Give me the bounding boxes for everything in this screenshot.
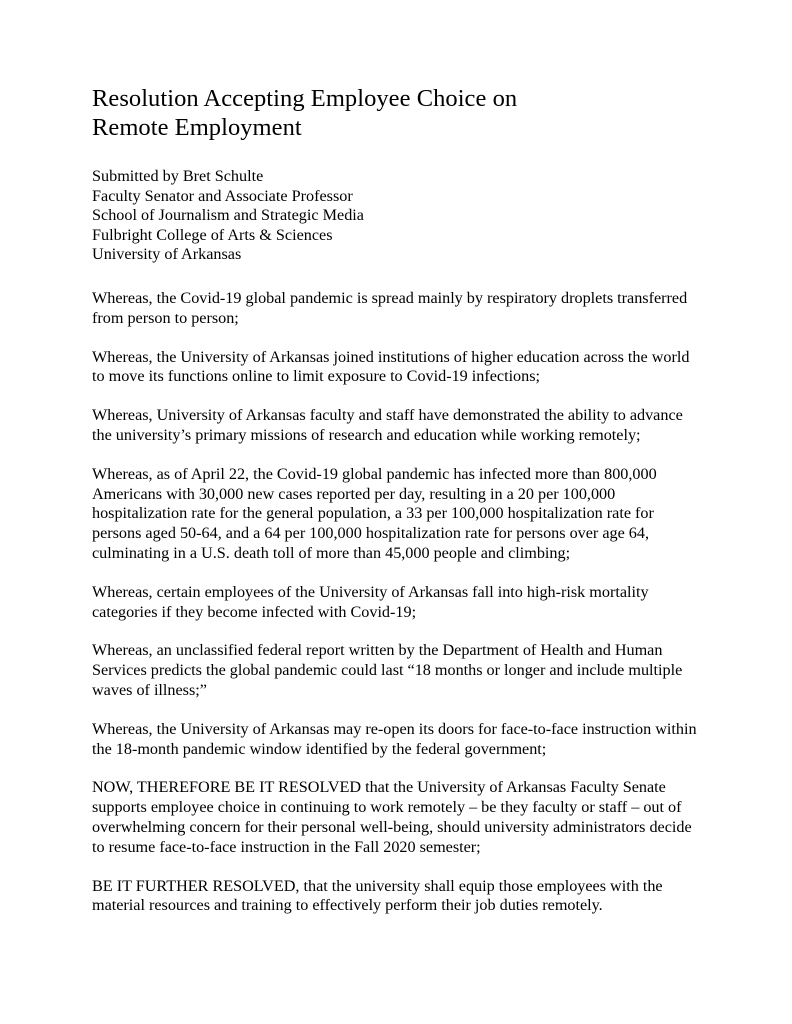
submitter-line-name: Submitted by Bret Schulte [92, 167, 264, 185]
resolved-clause-primary: NOW, THEREFORE BE IT RESOLVED that the University of Arkansas Faculty Senate supports employee choice in continuing to work remotely – be they faculty or staff – out of overwhelming concern for their personal well-being, should university administrators decide to resume face-to-face instruction in the Fall 2020 semester; [92, 778, 692, 856]
submitter-line-university: University of Arkansas [92, 245, 242, 264]
whereas-clause-transmission: Whereas, the Covid-19 global pandemic is spread mainly by respiratory droplets transferred from person to person; [92, 288, 688, 327]
whereas-clause-high-risk: Whereas, certain employees of the University of Arkansas fall into high-risk mortality categories if they become infected with Covid-19; [92, 582, 649, 621]
submitter-line-college: Fulbright College of Arts & Sciences [92, 225, 333, 244]
page-title: Resolution Accepting Employee Choice on Remote Employment [92, 85, 518, 141]
resolved-clause-further: BE IT FURTHER RESOLVED, that the university shall equip those employees with the material resources and training to effectively perform their job duties remotely. [92, 876, 663, 915]
whereas-clause-online-move: Whereas, the University of Arkansas joined institutions of higher education across the world to move its functions online to limit exposure to Covid-19 infections; [92, 347, 690, 386]
resolution-body [92, 289, 702, 916]
submitter-line-school: School of Journalism and Strategic Media [92, 206, 364, 225]
submitter-line-role: Faculty Senator and Associate Professor [92, 186, 353, 205]
submitter-block [92, 167, 702, 265]
whereas-clause-remote-ability: Whereas, University of Arkansas faculty and staff have demonstrated the ability to advance the university’s primary missions of research and education while working remotely; [92, 406, 683, 444]
whereas-clause-reopening: Whereas, the University of Arkansas may re-open its doors for face-to-face instruction within the 18-month pandemic window identified by the federal government; [92, 719, 697, 758]
document-content [92, 84, 702, 932]
whereas-clause-statistics: Whereas, as of April 22, the Covid-19 global pandemic has infected more than 800,000 Americans with 30,000 new cases reported per day, resulting in a 20 per 100,000 hospitalization rate for the general population, a 33 per 100,000 hospitalization rate for persons aged 50-64, and a 64 per 100,000 hospitalization rate for persons over age 64, culminating in a U.S. death toll of more than 45,000 people and climbing; [92, 464, 657, 562]
whereas-clause-federal-report: Whereas, an unclassified federal report written by the Department of Health and Human Services predicts the global pandemic could last “18 months or longer and include multiple waves of illness;” [92, 641, 683, 699]
